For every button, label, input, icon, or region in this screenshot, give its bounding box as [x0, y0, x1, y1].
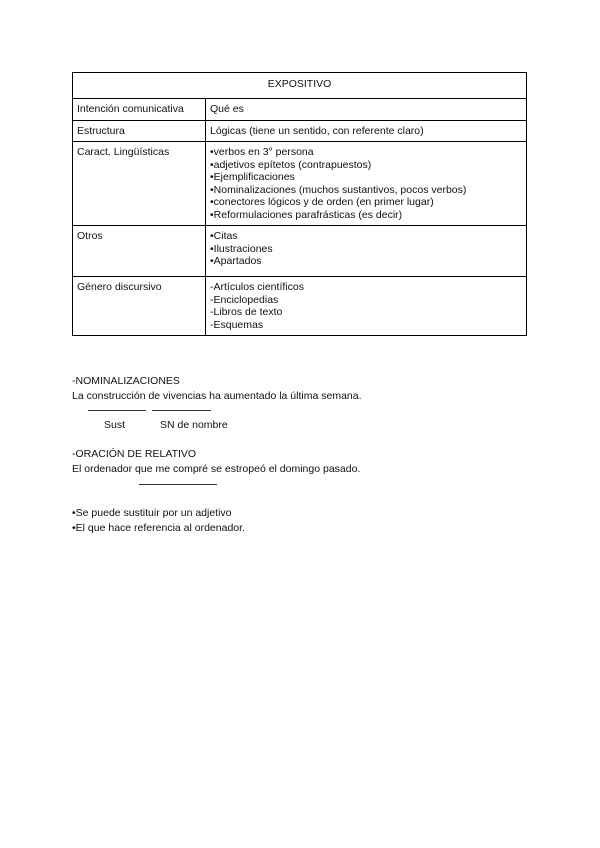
- row-label-otros: Otros: [73, 226, 206, 277]
- row-value-line: -Esquemas: [210, 318, 264, 331]
- underline-sn: [152, 410, 211, 411]
- row-value-line: •verbos en 3° persona: [210, 146, 314, 158]
- note-referencia: •El que hace referencia al ordenador.: [72, 522, 245, 534]
- nominalizaciones-sentence: La construcción de vivencias ha aumentado la última semana.: [72, 390, 362, 402]
- table-row: [73, 226, 527, 277]
- row-value-genero: [206, 277, 527, 336]
- row-value-line: -Artículos científicos: [210, 281, 304, 293]
- table-row: [73, 120, 527, 142]
- relativo-heading: -ORACIÓN DE RELATIVO: [72, 448, 197, 460]
- table-row: [73, 142, 527, 226]
- underline-relativo: [139, 484, 217, 485]
- row-value-line: •Ejemplificaciones: [210, 171, 295, 183]
- row-value-line: •Apartados: [210, 255, 262, 267]
- row-label-caract: Caract. Lingüísticas: [73, 142, 206, 226]
- row-value-line: •Reformulaciones parafrásticas (es decir): [210, 208, 403, 221]
- row-value-estructura: [206, 120, 527, 142]
- underline-sust: [88, 410, 146, 411]
- row-value-line: -Enciclopedias: [210, 293, 279, 306]
- table-row: [73, 99, 527, 121]
- label-sust: Sust: [104, 419, 126, 431]
- row-value-line: •adjetivos epítetos (contrapuestos): [210, 158, 372, 171]
- nominalizaciones-heading: -NOMINALIZACIONES: [72, 375, 180, 387]
- row-value-caract: [206, 142, 527, 226]
- row-label-intencion: Intención comunicativa: [73, 99, 206, 121]
- table-title: EXPOSITIVO: [73, 73, 527, 99]
- row-value-line: -Libros de texto: [210, 306, 283, 318]
- row-value-otros: [206, 226, 527, 277]
- row-value-line: Qué es: [210, 103, 244, 115]
- row-label-genero: Género discursivo: [73, 277, 206, 336]
- row-value-line: Lógicas (tiene un sentido, con referente claro): [210, 124, 424, 137]
- row-value-line: •conectores lógicos y de orden (en primer lugar): [210, 196, 434, 208]
- note-adjetivo: •Se puede sustituir por un adjetivo: [72, 507, 232, 519]
- row-value-line: •Citas: [210, 230, 238, 242]
- row-label-estructura: Estructura: [73, 120, 206, 142]
- row-value-line: •Ilustraciones: [210, 242, 273, 255]
- row-value-line: •Nominalizaciones (muchos sustantivos, pocos verbos): [210, 183, 467, 196]
- table-row: [73, 277, 527, 336]
- relativo-sentence: El ordenador que me compré se estropeó el domingo pasado.: [72, 463, 361, 475]
- row-value-intencion: [206, 99, 527, 121]
- label-sn-de-nombre: SN de nombre: [160, 419, 228, 431]
- expositivo-table: [72, 72, 527, 336]
